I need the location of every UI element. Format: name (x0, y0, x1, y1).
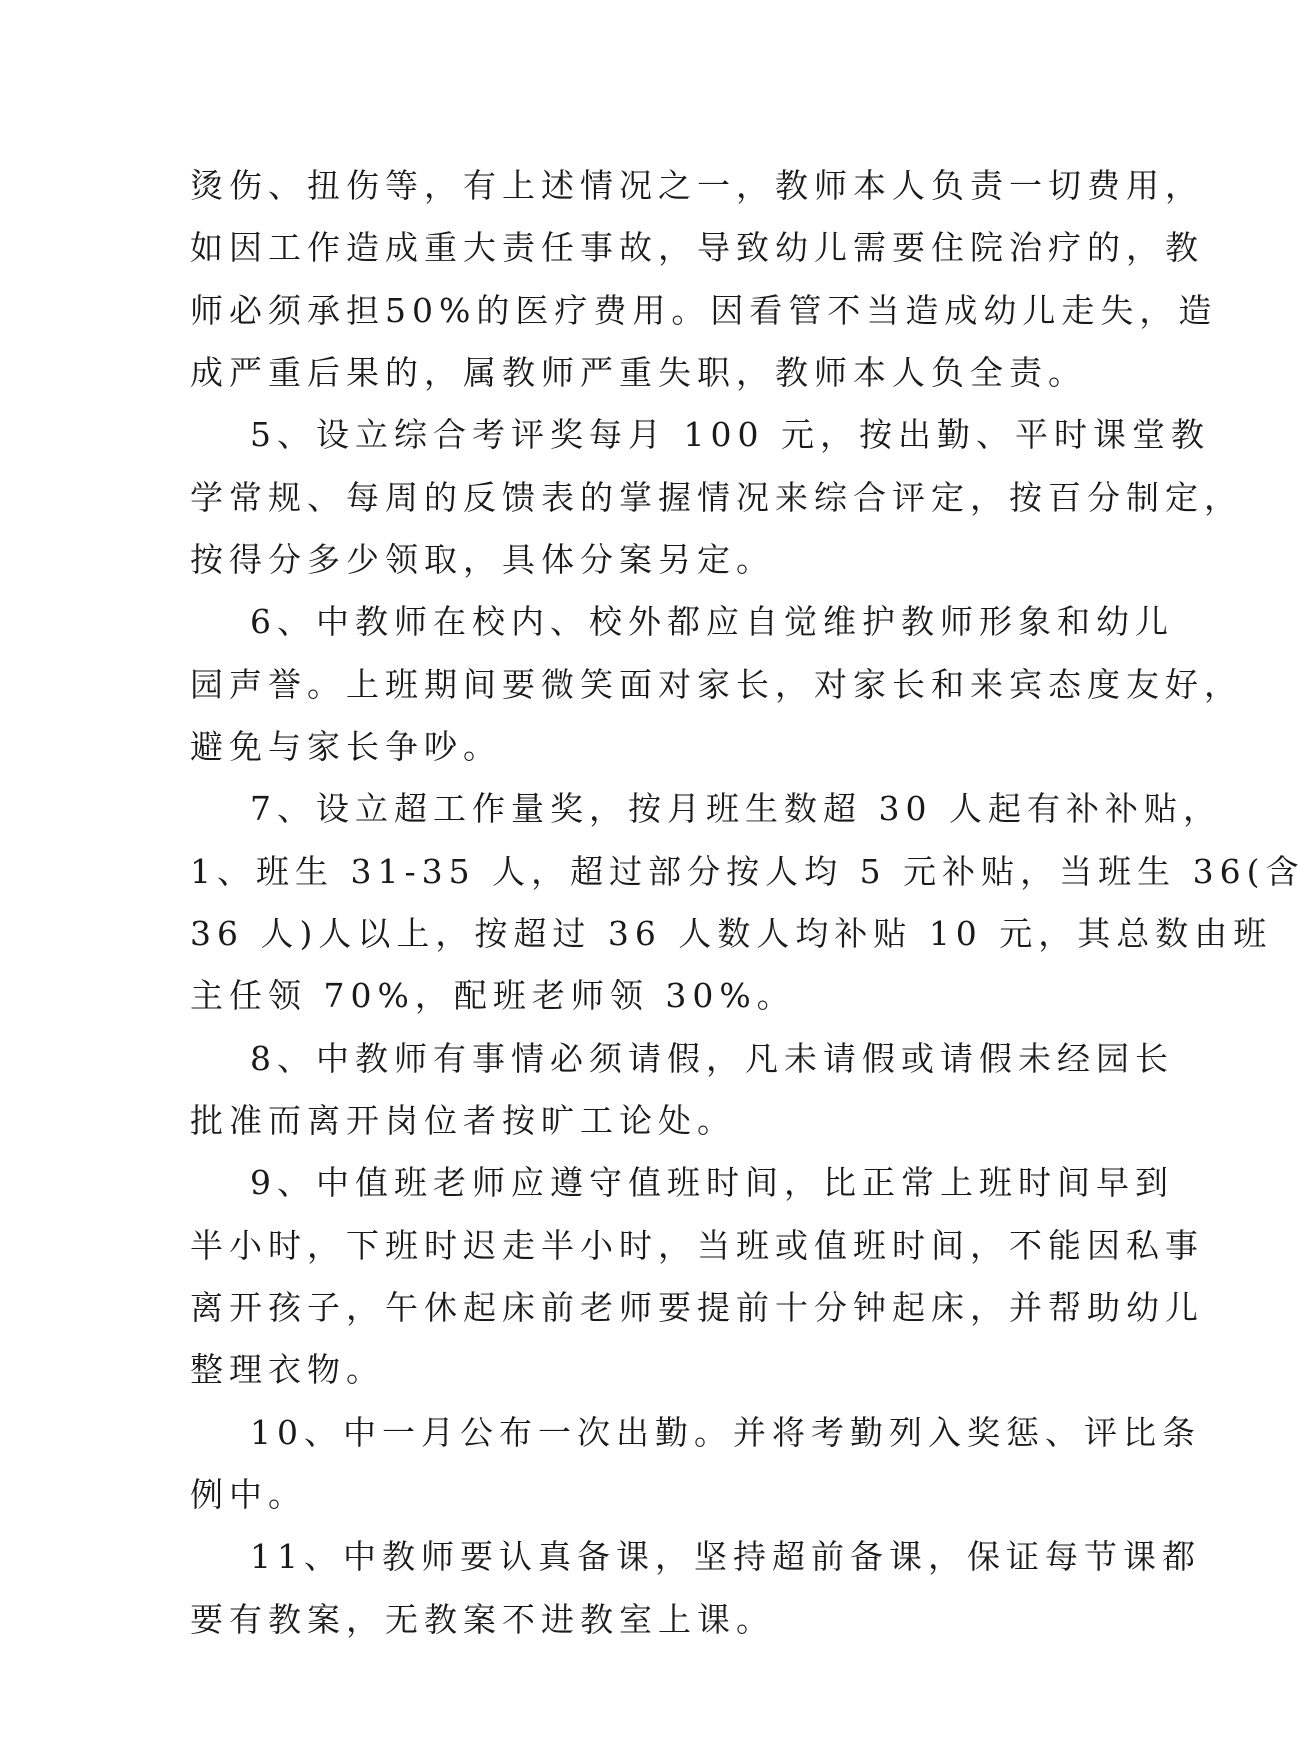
paragraph-6-start: 6、中教师在校内、校外都应自觉维护教师形象和幼儿 (250, 602, 1174, 641)
text-line: 36 人)人以上，按超过 36 人数人均补贴 10 元，其总数由班 (190, 914, 1273, 953)
text-line: 学常规、每周的反馈表的掌握情况来综合评定，按百分制定， (190, 478, 1243, 517)
paragraph-8-start: 8、中教师有事情必须请假，凡未请假或请假未经园长 (250, 1039, 1174, 1078)
text-line: 例中。 (190, 1475, 307, 1514)
text-line: 要有教案，无教案不进教室上课。 (190, 1600, 775, 1639)
paragraph-7-start: 7、设立超工作量奖，按月班生数超 30 人起有补补贴， (250, 789, 1222, 828)
text-line: 烫伤、扭伤等，有上述情况之一，教师本人负责一切费用， (190, 166, 1204, 205)
text-line: 师必须承担50%的医疗费用。因看管不当造成幼儿走失，造 (190, 291, 1218, 330)
text-line: 批准而离开岗位者按旷工论处。 (190, 1101, 736, 1140)
text-line: 主任领 70%，配班老师领 30%。 (190, 976, 796, 1015)
paragraph-11-start: 11、中教师要认真备课，坚持超前备课，保证每节课都 (250, 1537, 1201, 1576)
text-line: 1、班生 31-35 人，超过部分按人均 5 元补贴，当班生 36(含 (190, 852, 1304, 891)
paragraph-10-start: 10、中一月公布一次出勤。并将考勤列入奖惩、评比条 (250, 1413, 1201, 1452)
text-line: 整理衣物。 (190, 1350, 385, 1389)
paragraph-5-start: 5、设立综合考评奖每月 100 元，按出勤、平时课堂教 (250, 415, 1210, 454)
text-line: 按得分多少领取，具体分案另定。 (190, 540, 775, 579)
text-line: 成严重后果的，属教师严重失职，教师本人负全责。 (190, 353, 1087, 392)
text-line: 离开孩子，午休起床前老师要提前十分钟起床，并帮助幼儿 (190, 1288, 1204, 1327)
paragraph-9-start: 9、中值班老师应遵守值班时间，比正常上班时间早到 (250, 1163, 1174, 1202)
text-line: 半小时，下班时迟走半小时，当班或值班时间，不能因私事 (190, 1226, 1204, 1265)
text-line: 如因工作造成重大责任事故，导致幼儿需要住院治疗的，教 (190, 228, 1204, 267)
text-line: 园声誉。上班期间要微笑面对家长，对家长和来宾态度友好， (190, 665, 1243, 704)
text-line: 避免与家长争吵。 (190, 727, 502, 766)
